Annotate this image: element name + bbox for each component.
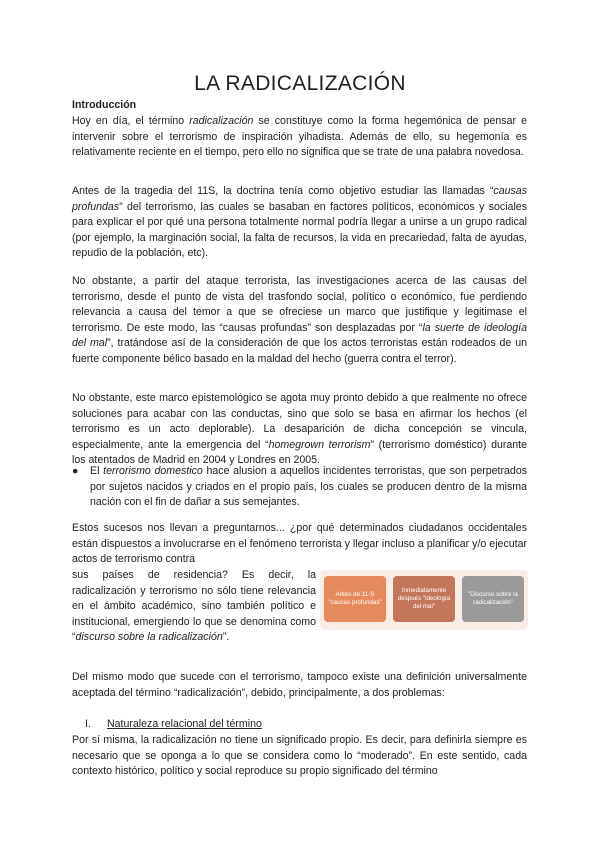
flow-step-2: Inmediatamente después "ideología del mal" bbox=[393, 576, 455, 622]
paragraph-5a: Estos sucesos nos llevan a preguntarnos... ¿por qué determinados ciudadanos occidentales están dispuestos a involucrarse en el fenómeno terrorista y llegar incluso a planificar y/o ejecutar actos de terrorismo contra bbox=[72, 522, 527, 566]
emphasis: terrorismo domestico bbox=[103, 465, 203, 477]
item-number: I. bbox=[85, 718, 91, 730]
text-run: ” del terrorismo, las cuales se basaban en factores políticos, económicos y sociales para explicar el por qué una persona totalmente normal podría llegar a unirse a un grupo radical (por ejemplo, la marginación social, la falta de recursos, la vida en precariedad, falta de ayudas, repudio de la población, etc). bbox=[72, 200, 527, 260]
flow-step-3: "Discurso sobre la radicalización" bbox=[462, 576, 524, 622]
paragraph-1 bbox=[72, 114, 527, 161]
page-title: LA RADICALIZACIÓN bbox=[194, 72, 406, 95]
numbered-item bbox=[85, 717, 262, 733]
emphasis: radicalización bbox=[189, 115, 254, 127]
paragraph-4 bbox=[72, 391, 527, 469]
text-run: No obstante, este marco epistemológico se agota muy pronto debido a que realmente no ofrece soluciones para acabar con las conductas, sino que solo se basa en afirmar los hechos (el terrorismo es un acto deplorable). La desaparición de dicha concepción se vincula, especialmente, ante la emergencia del “ bbox=[72, 392, 527, 451]
section-heading: Introducción bbox=[72, 99, 137, 111]
item-label: Naturaleza relacional del término bbox=[107, 718, 262, 730]
paragraph-2 bbox=[72, 184, 527, 262]
text-run: ”. bbox=[222, 631, 230, 644]
bullet-dot-icon: ● bbox=[72, 465, 79, 477]
emphasis: la suerte de ideología del mal bbox=[72, 321, 527, 350]
text-run: sus países de residencia? Es decir, la radicalización y terrorismo no sólo tiene relevancia en el ámbito académico, sino también político e institucional, emergiendo lo que se denomina como “ bbox=[72, 569, 316, 644]
text-run: El bbox=[90, 465, 104, 477]
text-run: hace alusion a aquellos incidentes terroristas, que son perpetrados por sujetos nacidos y criados en el propio país, los cuales se producen dentro de la misma nación con el fin de dañar a sus semejantes. bbox=[90, 465, 528, 509]
flow-diagram bbox=[320, 570, 528, 630]
emphasis: homegrown terrorism bbox=[268, 438, 371, 451]
text-run: se constituye como la forma hegemónica de pensar e intervenir sobre el terrorismo de inspiración yihadista. Además de ello, su hegemonía es relativamente reciente en el tiempo, pero ello no significa que se trate de una palabra novedosa. bbox=[72, 115, 527, 159]
text-run: No obstante, a partir del ataque terrorista, las investigaciones acerca de las causas del terrorismo, desde el punto de vista del trasfondo social, político o económico, fue perdiendo relevancia a causa del temor a que se ofreciese un marco que justifique y legitimase el terrorismo. De este modo, las “causas profundas” son desplazadas por “ bbox=[72, 275, 527, 334]
paragraph-3 bbox=[72, 274, 527, 368]
text-run: ” (terrorismo doméstico) durante los atentados de Madrid en 2004 y Londres en 2005. bbox=[72, 438, 528, 467]
paragraph-6: Del mismo modo que sucede con el terrorismo, tampoco existe una definición universalmente aceptada del término “radicalización”, debido, principalmente, a dos problemas: bbox=[72, 671, 527, 699]
flow-step-1: Antes de 11-S "causas profundas" bbox=[324, 576, 386, 622]
text-run: Hoy en día, el término bbox=[72, 115, 190, 127]
text-run: ”, tratándose así de la consideración de que los actos terroristas están rodeados de un fuerte componente bélico basado en la maldad del hecho (guerra contra el terror). bbox=[72, 337, 527, 365]
bullet-item bbox=[72, 464, 528, 511]
emphasis: causas profundas bbox=[72, 185, 527, 213]
paragraph-7: Por sí misma, la radicalización no tiene un significado propio. Es decir, para definirla siempre es necesario que se oponga a lo que se considera como lo “moderado”. En este sentido, cada contexto histórico, político y social reproduce su propio significado del término bbox=[72, 734, 527, 778]
text-run: Antes de la tragedia del 11S, la doctrina tenía como objetivo estudiar las llamadas “ bbox=[72, 185, 494, 197]
emphasis: discurso sobre la radicalización bbox=[75, 631, 223, 644]
paragraph-5b bbox=[72, 568, 316, 646]
